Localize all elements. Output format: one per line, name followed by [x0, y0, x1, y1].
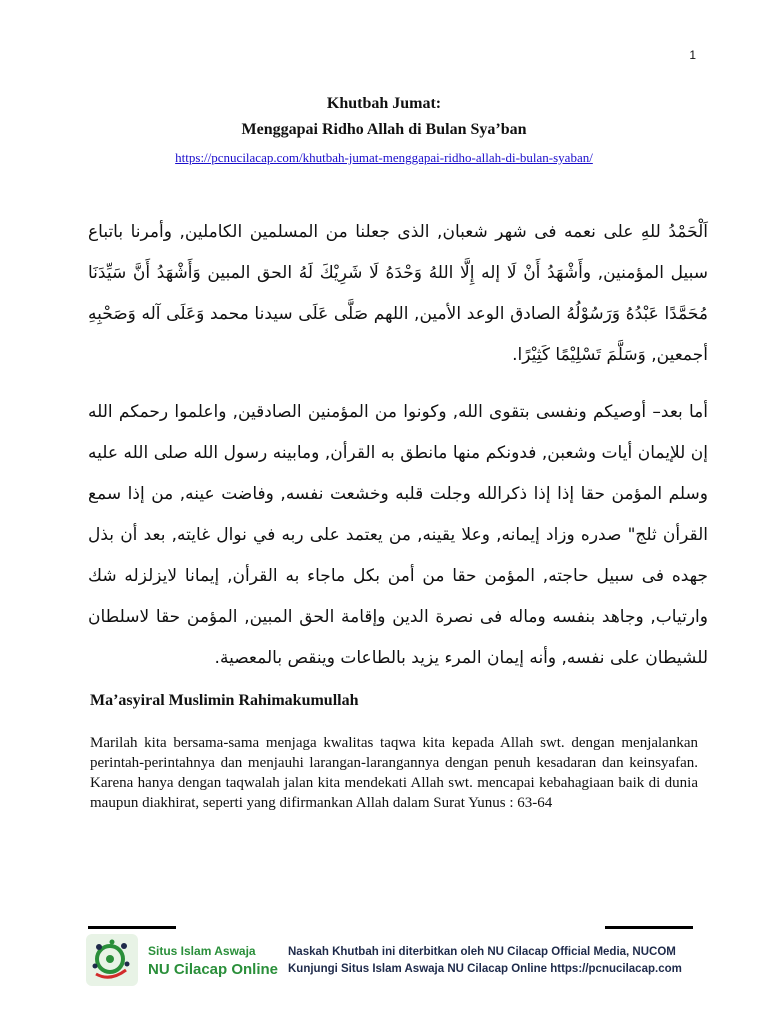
- arabic-opening-paragraph: اَلْحَمْدُ للهِ على نعمه فى شهر شعبان, الذى جعلنا من المسلمين الكاملين, وأمرنا باتباع سبيل المؤمنين, وأَشْهَدُ أَنْ لَا إله إِلَّا اللهُ وَحْدَهُ لَا شَرِيْكَ لَهُ الحق المبين وَأَشْهَدُ أَنَّ سَيِّدَنَا مُحَمَّدًا عَبْدُهُ وَرَسُوْلُهُ الصادق الوعد الأمين, اللهم صَلَّى عَلَى سيدنا محمد وَعَلَى آله وَصَحْبِهِ أجمعين, وَسَلَّمَ تَسْلِيْمًا كَثِيْرًا.: [88, 222, 708, 365]
- footer-info-website: Kunjungi Situs Islam Aswaja NU Cilacap Online https://pcnucilacap.com: [288, 963, 682, 975]
- document-title: Khutbah Jumat:: [326, 95, 442, 112]
- logo-tagline: Situs Islam Aswaja: [148, 944, 256, 958]
- body-paragraph: Marilah kita bersama-sama menjaga kwalitas taqwa kita kepada Allah swt. dengan menjalankan perintah-perintahnya dan menjauhi larangan-larangannya dengan penuh kesadaran dan keinsyafan. Karena hanya dengan taqwalah jalan kita mendekati Allah swt. mencapai kebahagiaan baik di dunia maupun diakhirat, seperti yang difirmankan Allah dalam Surat Yunus : 63-64: [90, 735, 698, 811]
- footer-divider-left: [88, 926, 176, 929]
- source-link[interactable]: https://pcnucilacap.com/khutbah-jumat-menggapai-ridho-allah-di-bulan-syaban/: [175, 150, 593, 165]
- nu-cilacap-logo-icon: [86, 934, 138, 986]
- document-subtitle: Menggapai Ridho Allah di Bulan Sya’ban: [241, 121, 527, 138]
- footer-divider-right: [605, 926, 693, 929]
- page-number: 1: [689, 48, 696, 62]
- arabic-body-paragraph: أما بعد– أوصيكم ونفسى بتقوى الله, وكونوا من المؤمنين الصادقين, واعلموا رحمكم الله إن للإيمان أيات وشعبن, فدونكم منها مانطق به القرأن, ومابينه رسول الله صلى الله عليه وسلم المؤمن حقا إذا إذا ذكرالله وجلت قلبه وخشعت نفسه, وفاضت عينه, من إذا سمع القرأن ثلج" صدره وزاد إيمانه, وعلا يقينه, من يعتمد على ربه في نوال غايته, بعد أن بذل جهده فى سبيل حاجته, المؤمن حقا من أمن بكل ماجاء به القرأن, إيمانا لايزلزله شك وارتياب, وجاهد بنفسه وماله فى نصرة الدين وإقامة الحق المبين, المؤمن حقا لاسلطان للشيطان على نفسه, وأنه إيمان المرء يزيد بالطاعات وينقص بالمعصية.: [88, 402, 708, 668]
- footer-info: [288, 944, 682, 978]
- logo-brand: NU Cilacap Online: [148, 961, 279, 978]
- logo-text: [148, 944, 278, 978]
- footer-info-publisher: Naskah Khutbah ini diterbitkan oleh NU Cilacap Official Media, NUCOM: [288, 946, 676, 958]
- section-heading: Ma’asyiral Muslimin Rahimakumullah: [90, 692, 359, 709]
